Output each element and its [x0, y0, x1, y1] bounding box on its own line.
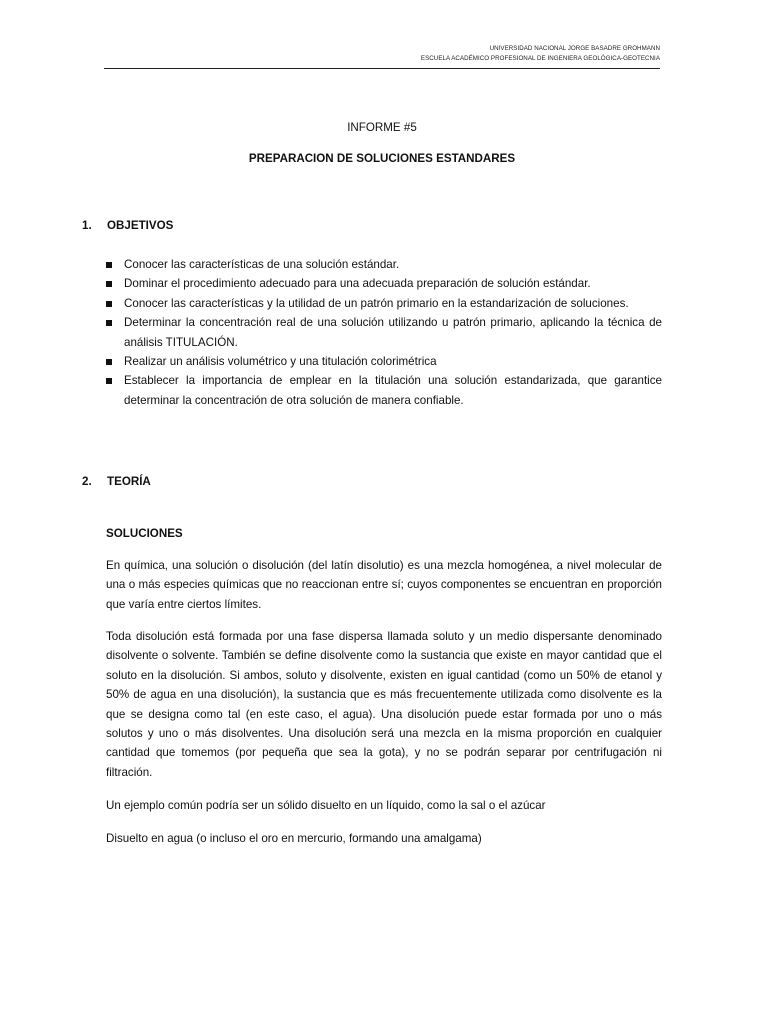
list-item: Realizar un análisis volumétrico y una titulación colorimétrica [106, 352, 662, 371]
list-item: Establecer la importancia de emplear en la titulación una solución estandarizada, que garantice determinar la concentración de otra solución de manera confiable. [106, 371, 662, 410]
list-item: Dominar el procedimiento adecuado para una adecuada preparación de solución estándar. [106, 274, 662, 293]
square-bullet-icon [106, 320, 112, 326]
square-bullet-icon [106, 378, 112, 384]
section-number: 2. [82, 475, 92, 488]
paragraph: En química, una solución o disolución (del latín disolutio) es una mezcla homogénea, a nivel molecular de una o más especies químicas que no reaccionan entre sí; cuyos componentes se encuentran en proporción que varía entre ciertos límites. [106, 559, 662, 611]
list-item: Conocer las características de una solución estándar. [106, 255, 662, 274]
square-bullet-icon [106, 262, 112, 268]
header-university: UNIVERSIDAD NACIONAL JORGE BASADRE GROHMANN [489, 45, 660, 52]
header-rule [104, 68, 660, 69]
square-bullet-icon [106, 301, 112, 307]
paragraph: Disuelto en agua (o incluso el oro en mercurio, formando una amalgama) [106, 832, 482, 845]
report-title: PREPARACION DE SOLUCIONES ESTANDARES [248, 152, 516, 165]
section-heading-objectives [82, 219, 173, 232]
list-item: Conocer las características y la utilidad de un patrón primario en la estandarización de soluciones. [106, 294, 662, 313]
square-bullet-icon [106, 281, 112, 287]
section-number: 1. [82, 219, 92, 232]
report-number: INFORME #5 [347, 121, 417, 134]
subheading-soluciones: SOLUCIONES [106, 527, 183, 540]
section-title: TEORÍA [107, 475, 151, 488]
header-school: ESCUELA ACADÉMICO PROFESIONAL DE INGENIERA GEOLÓGICA-GEOTECNIA [420, 55, 660, 62]
objectives-list [106, 255, 662, 410]
section-title: OBJETIVOS [107, 219, 174, 232]
section-heading-theory [82, 475, 151, 488]
page-header [421, 44, 660, 64]
paragraph: Un ejemplo común podría ser un sólido disuelto en un líquido, como la sal o el azúcar [106, 799, 546, 812]
paragraph: Toda disolución está formada por una fase dispersa llamada soluto y un medio dispersante denominado disolvente o solvente. También se define disolvente como la sustancia que existe en mayor cantidad que el soluto en la disolución. Si ambos, soluto y disolvente, existen en igual cantidad (como un 50% de etanol y 50% de agua en una disolución), la sustancia que es más frecuentemente utilizada como disolvente es la que se designa como tal (en este caso, el agua). Una disolución puede estar formada por uno o más solutos y uno o más disolventes. Una disolución será una mezcla en la misma proporción en cualquier cantidad que tomemos (por pequeña que sea la gota), y no se podrán separar por centrifugación ni filtración. [106, 630, 662, 779]
list-item: Determinar la concentración real de una solución utilizando u patrón primario, aplicando la técnica de análisis TITULACIÓN. [106, 313, 662, 352]
square-bullet-icon [106, 359, 112, 365]
